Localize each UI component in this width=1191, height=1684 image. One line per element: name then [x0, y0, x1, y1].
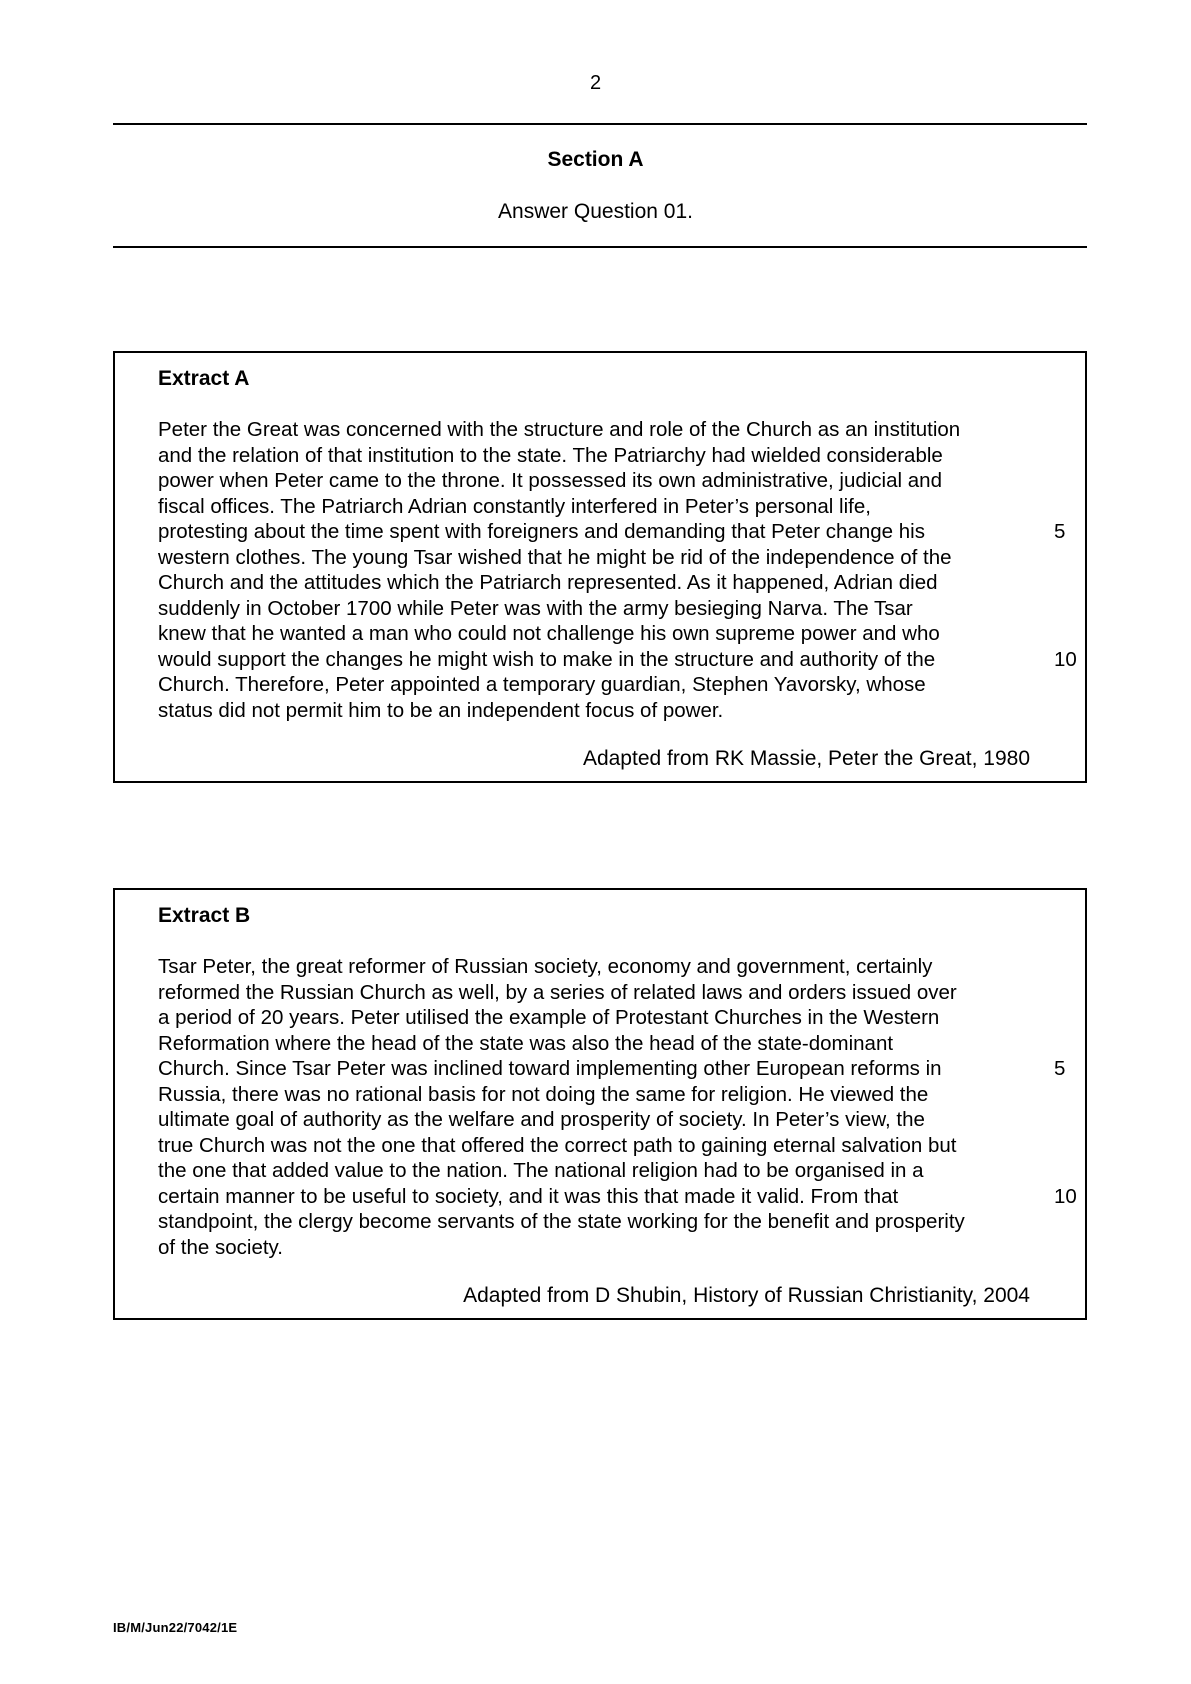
extract-line-text: knew that he wanted a man who could not challenge his own supreme power and who [158, 622, 940, 645]
extract-line [158, 443, 1058, 469]
extract-line [158, 698, 1058, 724]
extract-a-box [113, 351, 1087, 783]
extract-line-text: western clothes. The young Tsar wished that he might be rid of the independence of the [158, 545, 952, 569]
extract-line-text: of the society. [158, 1235, 283, 1259]
extract-line [158, 1158, 1058, 1184]
extract-line-text: and the relation of that institution to the state. The Patriarchy had wielded considerable [158, 443, 943, 467]
extract-body [158, 954, 1077, 1260]
extract-line-text: status did not permit him to be an independent focus of power. [158, 698, 724, 722]
extract-line [158, 468, 1058, 494]
extract-line-text: Reformation where the head of the state was also the head of the state-dominant [158, 1031, 894, 1055]
extract-body [158, 417, 1077, 723]
extract-line-text: power when Peter came to the throne. It possessed its own administrative, judicial and [158, 469, 942, 492]
page-number: 2 [589, 72, 602, 94]
bottom-divider [113, 246, 1087, 248]
line-number: 5 [1054, 1057, 1066, 1080]
extract-line-text: Russia, there was no rational basis for not doing the same for religion. He viewed the [158, 1082, 929, 1106]
section-title: Section A [547, 148, 644, 171]
footer-code: IB/M/Jun22/7042/1E [113, 1620, 238, 1635]
extract-line-text: certain manner to be useful to society, and it was this that made it valid. From that [158, 1184, 899, 1208]
extract-line-text: true Church was not the one that offered the correct path to gaining eternal salvation but [158, 1133, 957, 1157]
extract-line-text: fiscal offices. The Patriarch Adrian constantly interfered in Peter’s personal life, [158, 494, 871, 518]
extract-title: Extract B [158, 904, 251, 927]
extract-line [158, 1082, 1058, 1108]
extract-line [158, 1056, 1066, 1082]
extract-line [158, 954, 1058, 980]
extract-line-text: Tsar Peter, the great reformer of Russian society, economy and government, certainly [158, 955, 933, 978]
instruction-text: Answer Question 01. [498, 200, 693, 223]
extract-line-text: Church. Since Tsar Peter was inclined toward implementing other European reforms in [158, 1057, 942, 1080]
extract-line [158, 1184, 1077, 1210]
top-divider [113, 123, 1087, 125]
extract-line [158, 494, 1058, 520]
extract-line [158, 1005, 1058, 1031]
extract-line-text: suddenly in October 1700 while Peter was with the army besieging Narva. The Tsar [158, 596, 913, 620]
extract-line [158, 1235, 1058, 1261]
extract-line [158, 545, 1058, 571]
extract-line-text: standpoint, the clergy become servants of the state working for the benefit and prosperity [158, 1210, 965, 1233]
extract-line [158, 1031, 1058, 1057]
extract-line-text: protesting about the time spent with foreigners and demanding that Peter change his [158, 520, 925, 543]
extract-line-text: Peter the Great was concerned with the structure and role of the Church as an institution [158, 418, 961, 441]
extract-line [158, 1133, 1058, 1159]
extract-line [158, 570, 1058, 596]
extract-line [158, 417, 1058, 443]
extract-line [158, 647, 1077, 673]
extract-source: Adapted from RK Massie, Peter the Great, 1980 [582, 747, 1030, 770]
extract-source: Adapted from D Shubin, History of Russian Christianity, 2004 [463, 1284, 1030, 1307]
line-number: 5 [1054, 520, 1066, 543]
extract-line-text: the one that added value to the nation. The national religion had to be organised in a [158, 1159, 924, 1182]
extract-line-text: reformed the Russian Church as well, by a series of related laws and orders issued over [158, 980, 957, 1004]
extract-line [158, 519, 1066, 545]
extract-line [158, 1107, 1058, 1133]
extract-line-text: would support the changes he might wish to make in the structure and authority of the [158, 647, 936, 671]
extract-line [158, 672, 1058, 698]
extract-b-box [113, 888, 1087, 1320]
extract-line [158, 621, 1058, 647]
extract-line [158, 596, 1058, 622]
line-number: 10 [1054, 647, 1077, 671]
extract-line-text: ultimate goal of authority as the welfare and prosperity of society. In Peter’s view, the [158, 1108, 925, 1131]
extract-line-text: Church and the attitudes which the Patriarch represented. As it happened, Adrian died [158, 571, 938, 594]
extract-line-text: a period of 20 years. Peter utilised the example of Protestant Churches in the Western [158, 1006, 940, 1029]
extract-line [158, 980, 1058, 1006]
extract-title: Extract A [158, 367, 250, 390]
extract-line-text: Church. Therefore, Peter appointed a temporary guardian, Stephen Yavorsky, whose [158, 673, 926, 696]
extract-line [158, 1209, 1058, 1235]
line-number: 10 [1054, 1184, 1077, 1208]
